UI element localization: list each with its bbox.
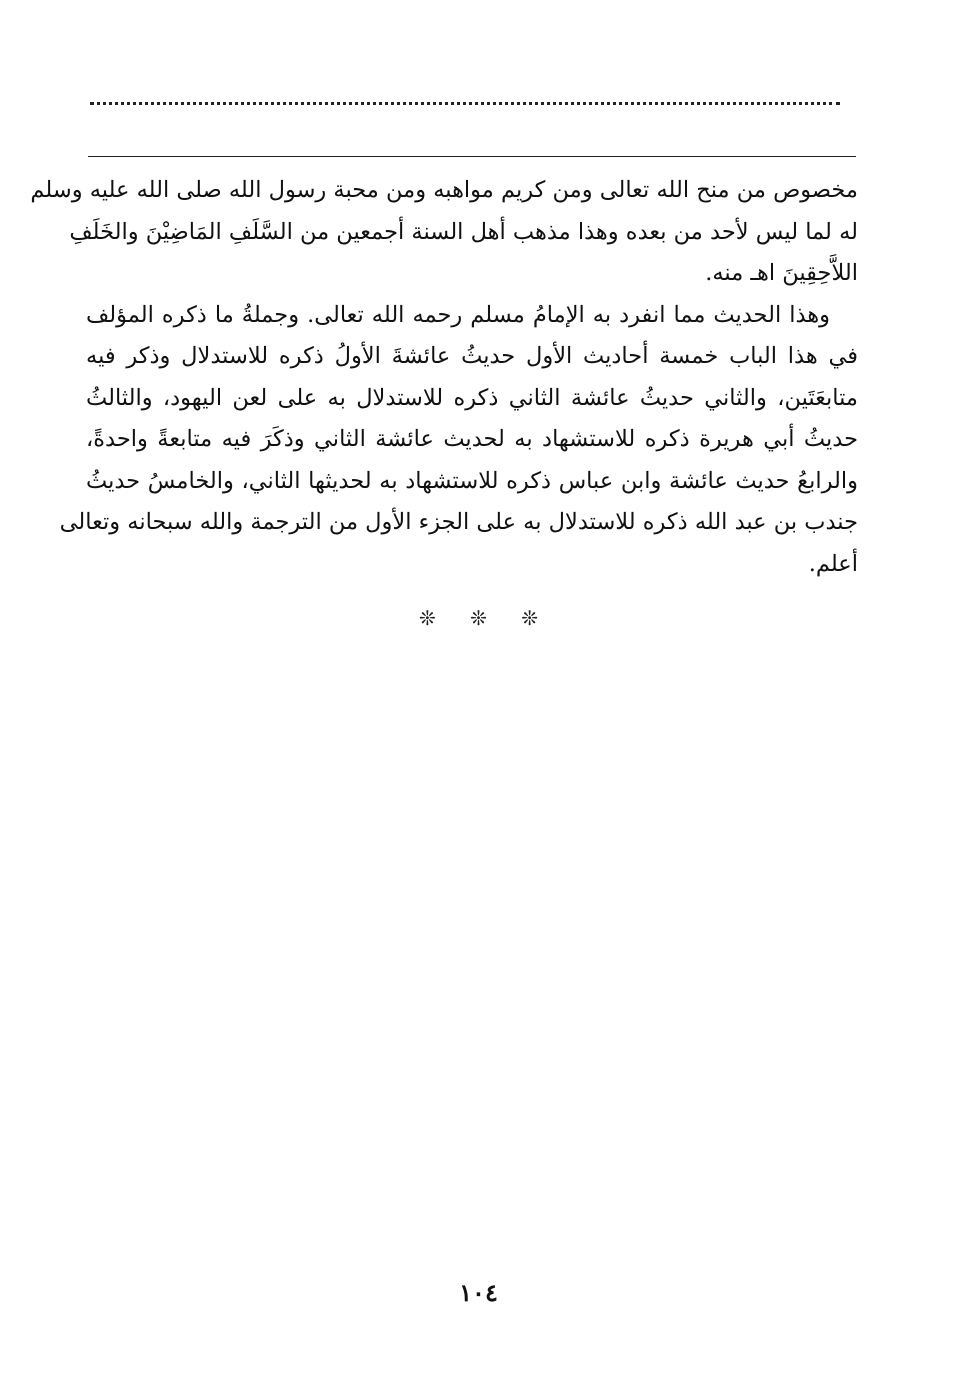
- text-line: متابعَتَين، والثاني حديثُ عائشة الثاني ذكره للاستدلال به على لعن اليهود، والثالثُ: [86, 384, 858, 411]
- paragraph-2: [59, 295, 858, 586]
- asterism-icon: ❊: [521, 606, 538, 630]
- text-line: والرابعُ حديث عائشة وابن عباس ذكره للاستشهاد به لحديثها الثاني، والخامسُ حديثُ: [86, 467, 858, 494]
- text-line: مخصوص من منح الله تعالى ومن كريم مواهبه ومن محبة رسول الله صلى الله عليه وسلم: [30, 177, 858, 203]
- text-line: جندب بن عبد الله ذكره للاستدلال به على الجزء الأول من الترجمة والله سبحانه وتعالى: [59, 509, 858, 535]
- text-line: اللاَّحِقِينَ اهـ منه.: [705, 260, 858, 286]
- page-number: ١٠٤: [459, 1278, 498, 1307]
- footnote-rule: [88, 156, 856, 157]
- text-line: أعلم.: [808, 550, 858, 577]
- paragraph-1: [30, 170, 858, 295]
- asterism-icon: ❊: [418, 606, 436, 630]
- text-line: في هذا الباب خمسة أحاديث الأول حديثُ عائشةَ الأولُ ذكره للاستدلال وذكر فيه: [86, 343, 858, 369]
- section-separator: [0, 606, 957, 630]
- text-line: وهذا الحديث مما انفرد به الإمامُ مسلم رحمه الله تعالى. وجملةُ ما ذكره المؤلف: [86, 301, 830, 328]
- text-line: حديثُ أبي هريرة ذكره للاستشهاد به لحديث عائشة الثاني وذكَرَ فيه متابعةً واحدةً،: [86, 426, 858, 452]
- dotted-divider: [90, 102, 840, 105]
- text-line: له لما ليس لأحد من بعده وهذا مذهب أهل السنة أجمعين من السَّلَفِ المَاضِيْنَ والخَلَفِ: [69, 218, 858, 245]
- body-text: [30, 170, 858, 585]
- asterism-icon: ❊: [470, 606, 487, 630]
